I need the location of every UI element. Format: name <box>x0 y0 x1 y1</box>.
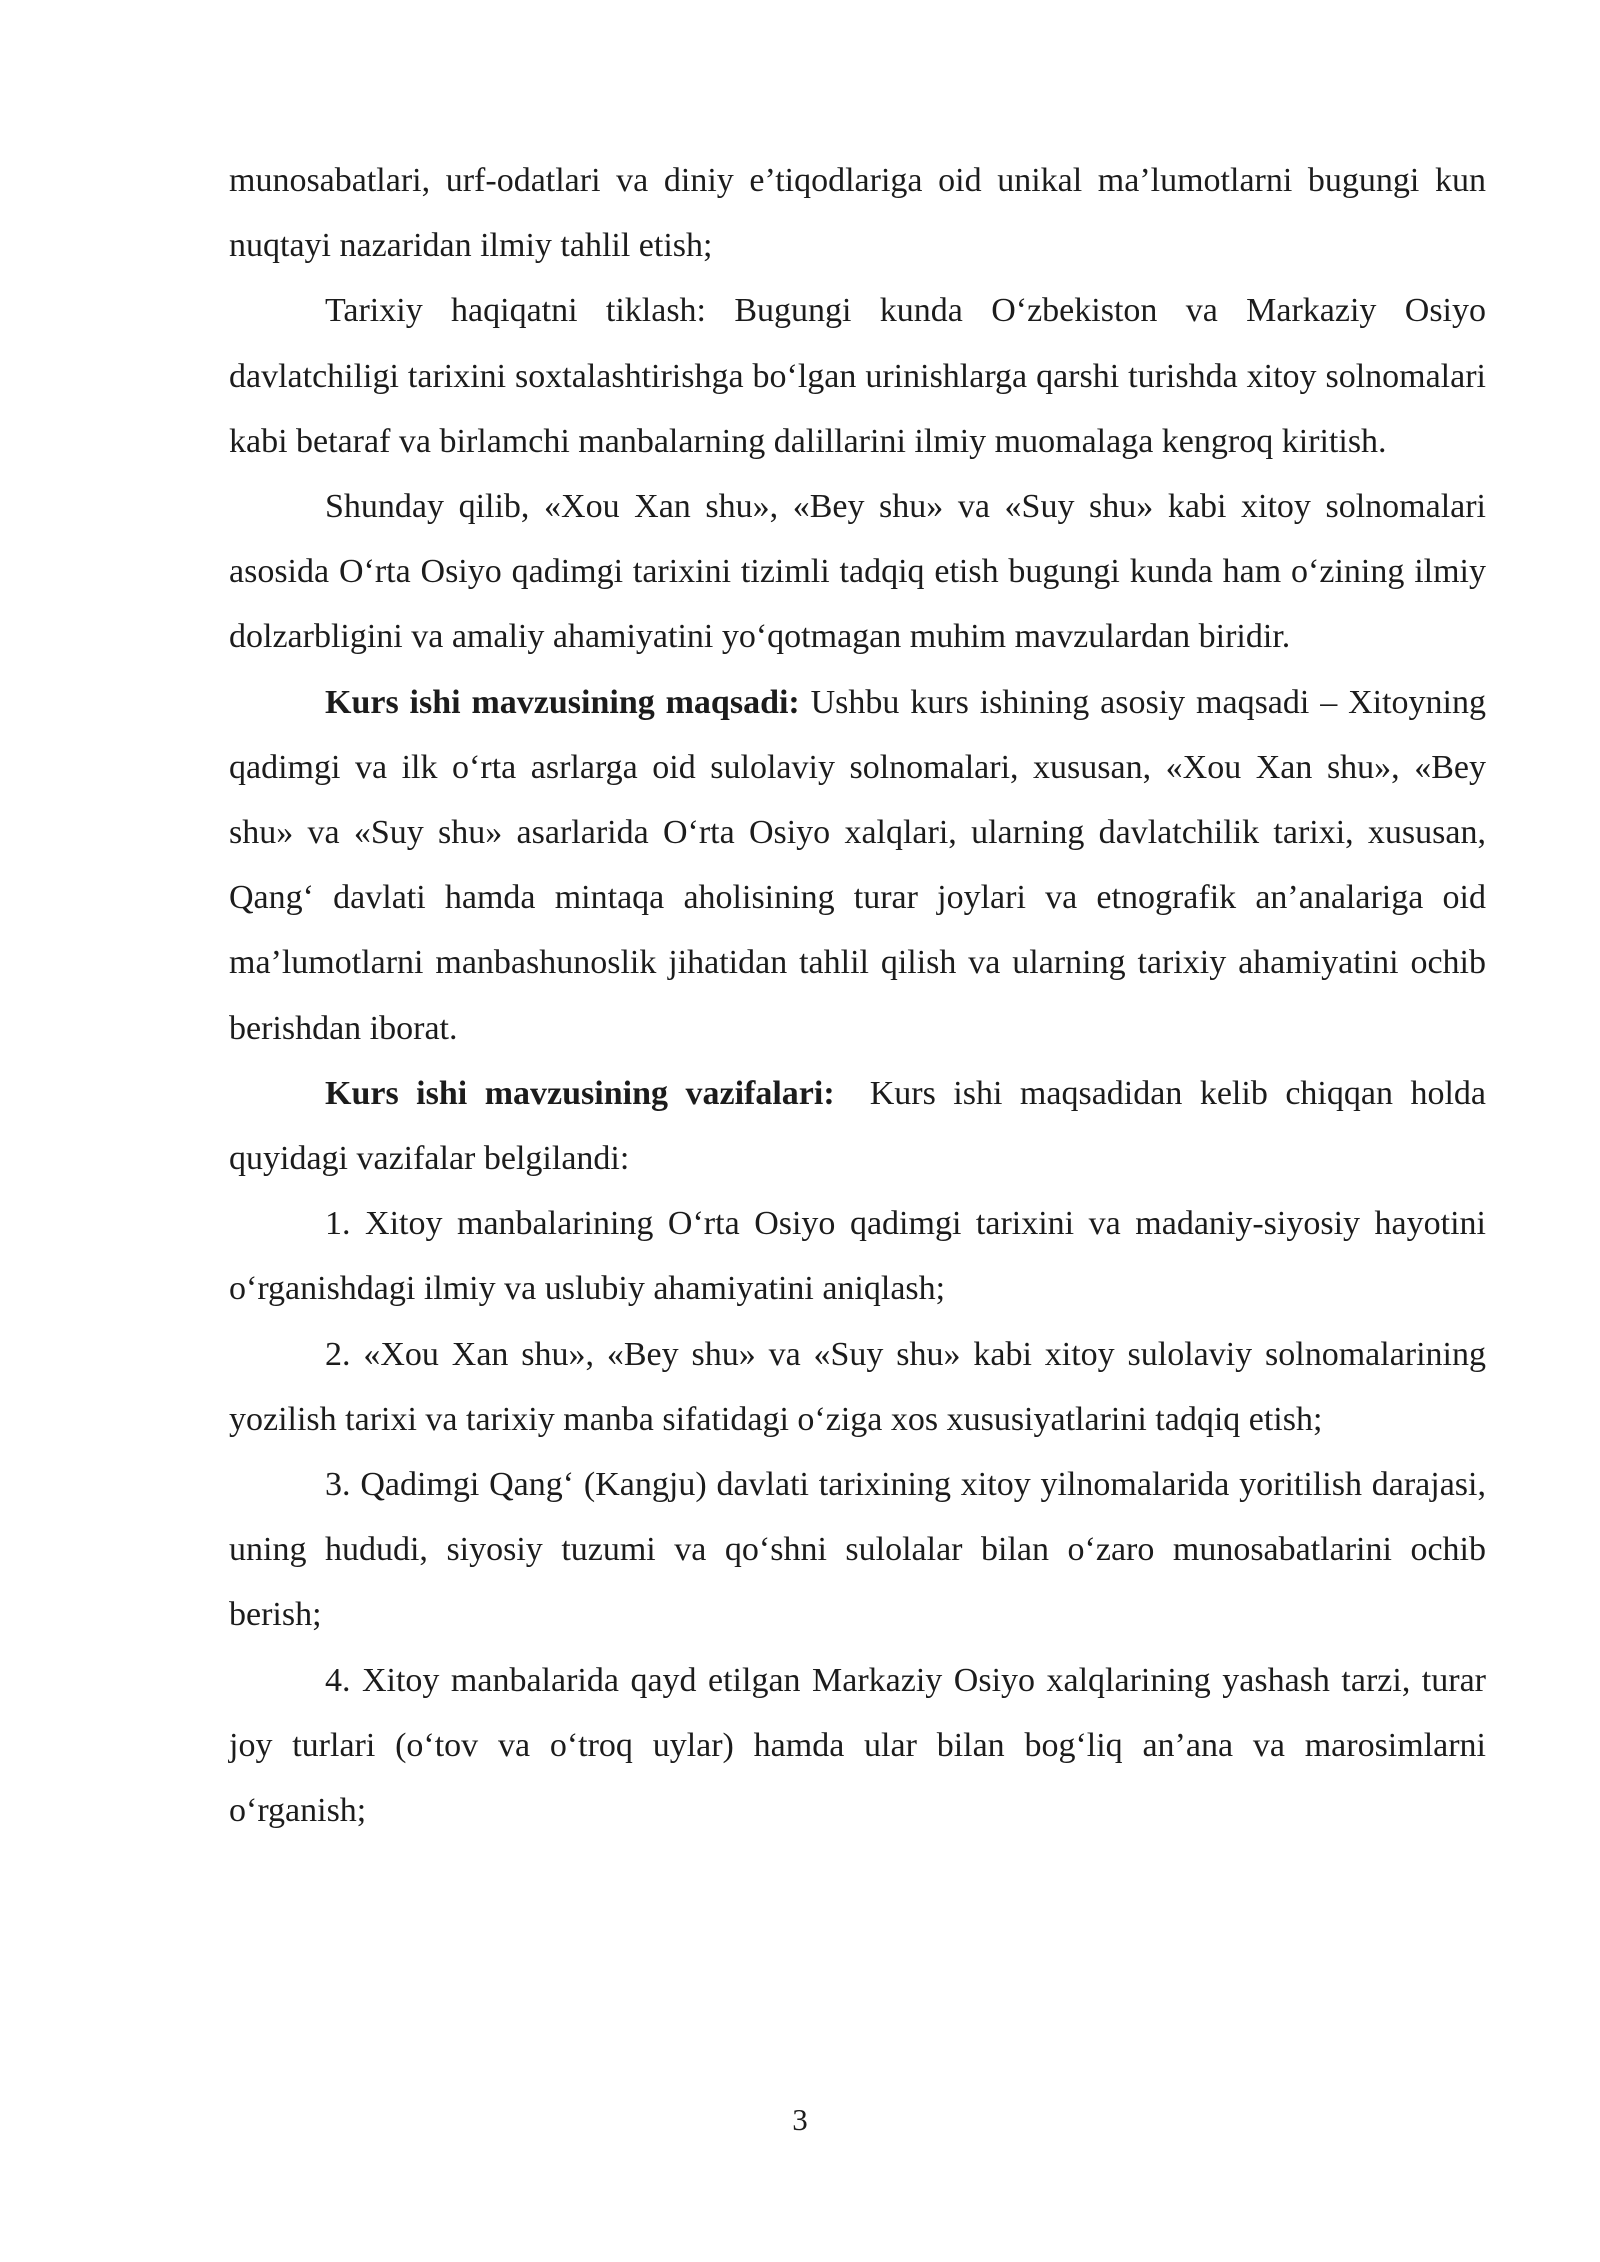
task-item <box>229 1452 1486 1648</box>
task-item <box>229 1322 1486 1452</box>
goal-heading: Kurs ishi mavzusining maqsadi: <box>325 683 800 721</box>
task-text: 2. «Xou Xan shu», «Bey shu» va «Suy shu» kabi xitoy sulolaviy solnomalarining yozilish tarixi va tarixiy manba sifatidagi o‘ziga xos xususiyatlarini tadqiq etish; <box>229 1335 1486 1438</box>
paragraph-tasks <box>229 1061 1495 1191</box>
paragraph-text: Kurs ishi maqsadidan kelib chiqqan holda quyidagi vazifalar belgilandi: <box>229 1074 1495 1178</box>
paragraph-text: Ushbu kurs ishining asosiy maqsadi – Xitoyning qadimgi va ilk o‘rta asrlarga oid sulolaviy solnomalari, xususan, «Xou Xan shu», «Bey shu» va «Suy shu» asarlarida O‘rta Osiyo xalqlari, ularning davlatchilik tarixi, xususan, Qang‘ davlati hamda mintaqa aholisining turar joylari va etnografik an’analariga oid ma’lumotlarni manbashunoslik jihatidan tahlil qilish va ularning tarixiy ahamiyatini ochib berishdan iborat. <box>229 683 1486 1047</box>
tasks-heading: Kurs ishi mavzusining vazifalari: <box>325 1074 835 1112</box>
paragraph-goal <box>229 670 1486 1061</box>
paragraph <box>229 474 1486 670</box>
task-text: 1. Xitoy manbalarining O‘rta Osiyo qadimgi tarixini va madaniy-siyosiy hayotini o‘rganishdagi ilmiy va uslubiy ahamiyatini aniqlash; <box>229 1205 1486 1308</box>
task-text: 3. Qadimgi Qang‘ (Kangju) davlati tarixining xitoy yilnomalarida yoritilish darajasi, uning hududi, siyosiy tuzumi va qo‘shni sulolalar bilan o‘zaro munosabatlarini ochib berish; <box>229 1466 1486 1634</box>
paragraph-text: Shunday qilib, «Xou Xan shu», «Bey shu» va «Suy shu» kabi xitoy solnomalari asosida O‘rta Osiyo qadimgi tarixini tizimli tadqiq etish bugungi kunda ham o‘zining ilmiy dolzarbligini va amaliy ahamiyatini yo‘qotmagan muhim mavzulardan biridir. <box>229 488 1486 656</box>
task-text: 4. Xitoy manbalarida qayd etilgan Markaziy Osiyo xalqlarining yashash tarzi, turar joy turlari (o‘tov va o‘troq uylar) hamda ular bilan bog‘liq an’ana va marosimlarni o‘rganish; <box>229 1661 1486 1830</box>
page-number: 3 <box>792 2102 808 2137</box>
body-text <box>229 148 1495 1843</box>
paragraph-text: munosabatlari, urf-odatlari va diniy e’tiqodlariga oid unikal ma’lumotlarni bugungi kun nuqtayi nazaridan ilmiy tahlil etish; <box>229 162 1486 265</box>
paragraph <box>229 148 1486 278</box>
paragraph-text: Tarixiy haqiqatni tiklash: Bugungi kunda O‘zbekiston va Markaziy Osiyo davlatchiligi tarixini soxtalashtirishga bo‘lgan urinishlarga qarshi turishda xitoy solnomalari kabi betaraf va birlamchi manbalarning dalillarini ilmiy muomalaga kengroq kiritish. <box>229 292 1486 460</box>
task-item <box>229 1648 1486 1844</box>
task-item <box>229 1191 1486 1321</box>
paragraph <box>229 278 1486 474</box>
